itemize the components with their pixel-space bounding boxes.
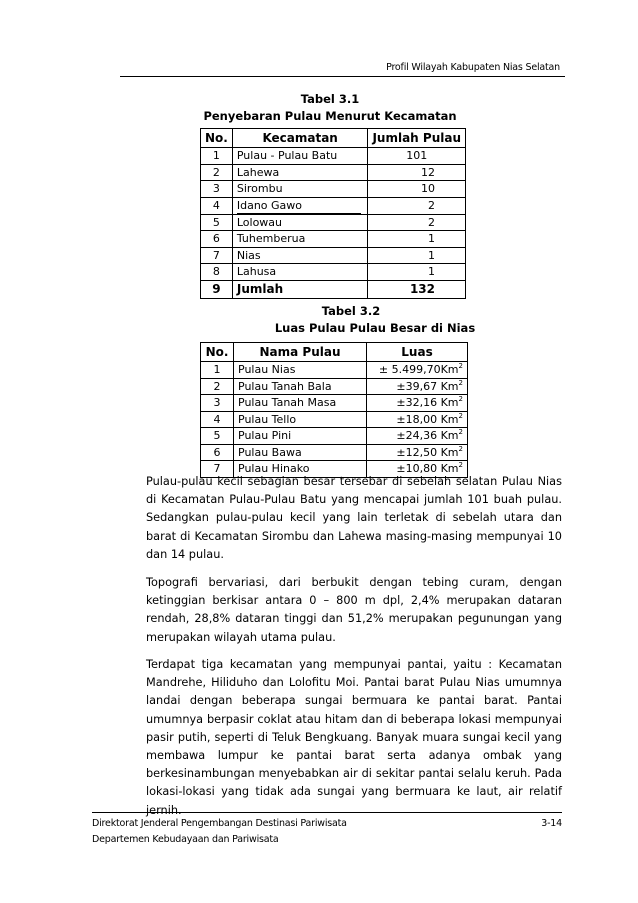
table-row — [201, 197, 466, 214]
footer-department: Departemen Kebudayaan dan Pariwisata — [92, 834, 279, 845]
table1-header-no: No. — [201, 129, 233, 148]
table2-luas-value: ±39,67 Km — [396, 379, 459, 393]
table-row — [201, 362, 468, 379]
table2-cell-no: 3 — [201, 395, 234, 412]
unit-superscript: 2 — [458, 461, 463, 470]
table1-cell-no: 5 — [201, 214, 233, 231]
table2-cell-luas — [367, 362, 468, 379]
table2-cell-luas — [367, 428, 468, 445]
table1-cell-kecamatan — [232, 197, 368, 214]
table2-cell-nama: Pulau Hinako — [234, 461, 367, 478]
table1-cell-kecamatan: Sirombu — [232, 181, 368, 198]
table2-cell-no: 1 — [201, 362, 234, 379]
table2-cell-nama: Pulau Tanah Bala — [234, 378, 367, 395]
table1-cell-jumlah: 101 — [368, 148, 466, 165]
table1-cell-jumlah: 2 — [368, 214, 466, 231]
table-row — [201, 378, 468, 395]
table2-cell-no: 7 — [201, 461, 234, 478]
footer-rule — [92, 812, 562, 813]
table2-cell-nama: Pulau Tello — [234, 411, 367, 428]
table1-cell-kecamatan: Lahewa — [232, 164, 368, 181]
unit-superscript: 2 — [458, 428, 463, 437]
table2-caption-title: Luas Pulau Pulau Besar di Nias — [274, 321, 476, 335]
table1-cell-kecamatan: Pulau - Pulau Batu — [232, 148, 368, 165]
table1-cell-jumlah: 1 — [368, 247, 466, 264]
table-row — [201, 395, 468, 412]
table1-cell-no: 7 — [201, 247, 233, 264]
table-row — [201, 231, 466, 248]
table1-caption-number: Tabel 3.1 — [300, 92, 360, 106]
table2-cell-no: 2 — [201, 378, 234, 395]
table1-total-label: Jumlah — [232, 280, 368, 298]
table2-cell-nama: Pulau Tanah Masa — [234, 395, 367, 412]
table1-total-value: 132 — [368, 280, 466, 298]
table2-luas-value: ±32,16 Km — [396, 396, 459, 410]
table1-cell-kecamatan: Lolowau — [232, 214, 368, 231]
table1-cell-no: 1 — [201, 148, 233, 165]
table1-cell-kecamatan-text: Idano Gawo — [237, 198, 361, 214]
table1-header-jumlah: Jumlah Pulau — [368, 129, 466, 148]
paragraph-coast: Terdapat tiga kecamatan yang mempunyai pantai, yaitu : Kecamatan Mandrehe, Hiliduho dan Lolofitu Moi. Pantai barat Pulau Nias umumnya landai dengan beberapa sungai bermuara ke pantai barat. Pantai umumnya berpasir coklat atau hitam dan di beberapa lokasi mempunyai pasir putih, seperti di Teluk Bengkuang. Banyak muara sungai kecil yang membawa lumpur ke pantai barat serta adanya ombak yang berkesinambungan menyebabkan air di sekitar pantai selalu keruh. Pada lokasi-lokasi yang tidak ada sungai yang bermuara ke laut, air relatif jernih. — [146, 658, 562, 817]
table1-cell-kecamatan: Tuhemberua — [232, 231, 368, 248]
table1-cell-no: 3 — [201, 181, 233, 198]
table1-header-kecamatan: Kecamatan — [232, 129, 368, 148]
table2-cell-luas — [367, 395, 468, 412]
running-header: Profil Wilayah Kabupaten Nias Selatan — [386, 62, 560, 73]
table2-luas-value: ±24,36 Km — [396, 429, 459, 443]
table2-caption — [270, 303, 480, 337]
table2-cell-nama: Pulau Pini — [234, 428, 367, 445]
footer-directorate: Direktorat Jenderal Pengembangan Destinasi Pariwisata — [92, 818, 347, 829]
table-row — [201, 411, 468, 428]
table2-caption-number: Tabel 3.2 — [321, 304, 381, 318]
table1-cell-jumlah: 1 — [368, 231, 466, 248]
table-row — [201, 444, 468, 461]
table-row — [201, 247, 466, 264]
paragraph-islands: Pulau-pulau kecil sebagian besar tersebar di sebelah selatan Pulau Nias di Kecamatan Pulau-Pulau Batu yang mencapai jumlah 101 buah pulau. Sedangkan pulau-pulau kecil yang lain terletak di sebelah utara dan barat di Kecamatan Sirombu dan Lahewa masing-masing mempunyai 10 dan 14 pulau. — [146, 475, 562, 561]
table2-luas-value: ±12,50 Km — [396, 445, 459, 459]
unit-superscript: 2 — [458, 444, 463, 453]
table1-cell-jumlah: 12 — [368, 164, 466, 181]
unit-superscript: 2 — [458, 411, 463, 420]
table2-cell-nama: Pulau Bawa — [234, 444, 367, 461]
table2 — [200, 342, 468, 478]
table2-cell-luas — [367, 411, 468, 428]
table1-total-row — [201, 280, 466, 298]
table-row — [201, 164, 466, 181]
unit-superscript: 2 — [458, 378, 463, 387]
unit-superscript: 2 — [458, 362, 463, 371]
table1-cell-no: 6 — [201, 231, 233, 248]
table1-cell-no: 2 — [201, 164, 233, 181]
table1-cell-kecamatan: Nias — [232, 247, 368, 264]
table2-header-luas: Luas — [367, 343, 468, 362]
table2-cell-luas — [367, 378, 468, 395]
table2-luas-value: ±18,00 Km — [396, 412, 459, 426]
table1-total-no: 9 — [201, 280, 233, 298]
table2-header-row — [201, 343, 468, 362]
table-row — [201, 428, 468, 445]
table1-caption — [200, 91, 460, 125]
unit-superscript: 2 — [458, 395, 463, 404]
table-row — [201, 214, 466, 231]
page-number: 3-14 — [541, 818, 562, 829]
table2-cell-no: 6 — [201, 444, 234, 461]
table1-cell-kecamatan: Lahusa — [232, 264, 368, 281]
table1-cell-no: 4 — [201, 197, 233, 214]
table-row — [201, 148, 466, 165]
table2-cell-no: 4 — [201, 411, 234, 428]
table2-cell-nama: Pulau Nias — [234, 362, 367, 379]
table1-cell-no: 8 — [201, 264, 233, 281]
table1 — [200, 128, 466, 299]
table2-header-no: No. — [201, 343, 234, 362]
table2-header-nama: Nama Pulau — [234, 343, 367, 362]
table2-cell-no: 5 — [201, 428, 234, 445]
table2-cell-luas — [367, 444, 468, 461]
table1-caption-title: Penyebaran Pulau Menurut Kecamatan — [203, 109, 457, 123]
paragraph-topography: Topografi bervariasi, dari berbukit dengan tebing curam, dengan ketinggian berkisar antara 0 – 800 m dpl, 2,4% merupakan dataran rendah, 28,8% dataran tinggi dan 51,2% merupakan pegunungan yang merupakan wilayah utama pulau. — [146, 576, 562, 644]
table1-cell-jumlah: 2 — [368, 197, 466, 214]
table-row — [201, 181, 466, 198]
table2-luas-value: ± 5.499,70Km — [378, 363, 459, 377]
header-rule — [120, 76, 565, 77]
table-row — [201, 264, 466, 281]
table1-header-row — [201, 129, 466, 148]
table2-luas-value: ±10,80 Km — [396, 462, 459, 476]
table1-cell-jumlah: 1 — [368, 264, 466, 281]
table1-cell-jumlah: 10 — [368, 181, 466, 198]
